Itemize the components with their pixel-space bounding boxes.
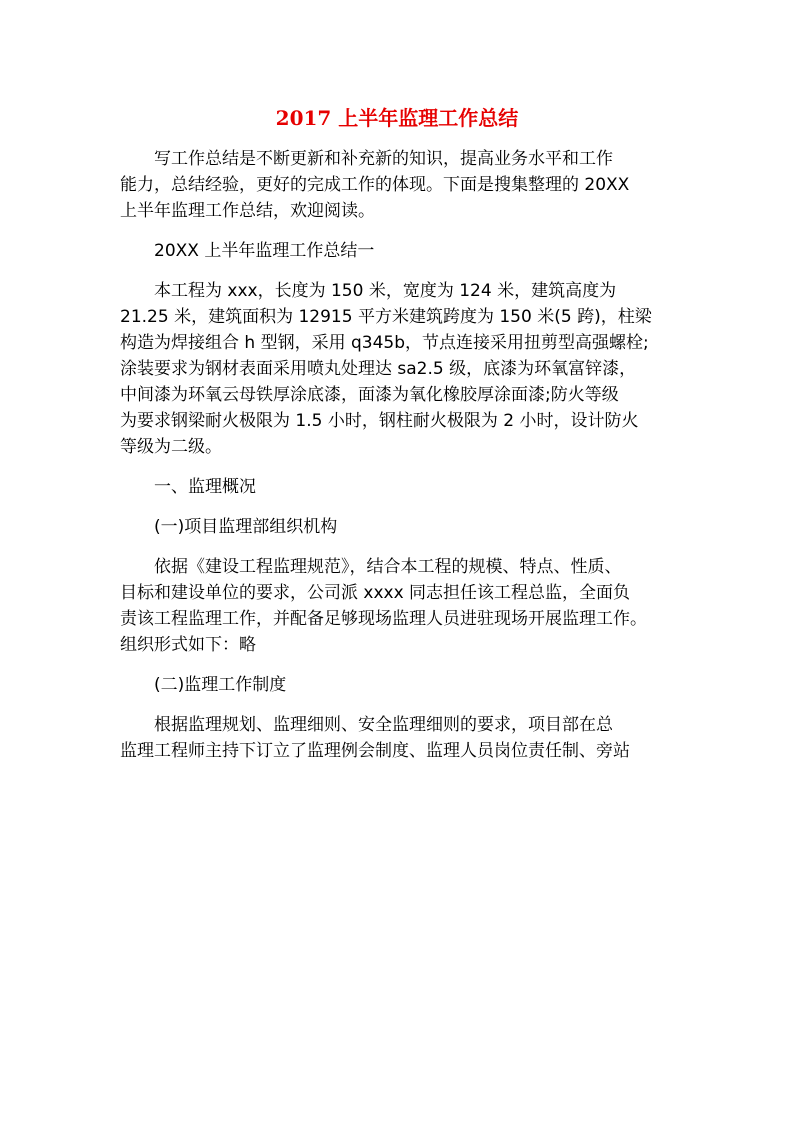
paragraph-work-system xyxy=(120,712,685,764)
section-heading-summary-one xyxy=(120,238,685,264)
text-line: 等级为二级。 xyxy=(120,437,222,457)
text-line: 20XX 上半年监理工作总结一 xyxy=(154,241,375,261)
document-body xyxy=(120,146,685,778)
text-line: 组织形式如下：略 xyxy=(120,635,256,655)
text-line: 目标和建设单位的要求，公司派 xxxx 同志担任该工程总监，全面负 xyxy=(120,583,631,603)
text-line: (二)监理工作制度 xyxy=(154,675,287,695)
document-title: 2017 上半年监理工作总结 xyxy=(275,106,519,130)
subsection-heading-work-system xyxy=(120,672,685,698)
text-line: 本工程为 xxx，长度为 150 米，宽度为 124 米，建筑高度为 xyxy=(154,281,617,301)
text-line: 依据《建设工程监理规范》，结合本工程的规模、特点、性质、 xyxy=(154,557,622,577)
paragraph-intro xyxy=(120,146,685,224)
text-line: 涂装要求为钢材表面采用喷丸处理达 sa2.5 级，底漆为环氧富锌漆， xyxy=(120,359,637,379)
text-line: 监理工程师主持下订立了监理例会制度、监理人员岗位责任制、旁站 xyxy=(120,741,630,761)
text-line: 能力，总结经验，更好的完成工作的体现。下面是搜集整理的 20XX xyxy=(120,175,630,195)
text-line: 为要求钢梁耐火极限为 1.5 小时，钢柱耐火极限为 2 小时，设计防火 xyxy=(120,411,639,431)
paragraph-organization xyxy=(120,554,685,658)
text-line: 21.25 米，建筑面积为 12915 平方米建筑跨度为 150 米(5 跨)，柱梁 xyxy=(120,307,652,327)
text-line: 根据监理规划、监理细则、安全监理细则的要求，项目部在总 xyxy=(154,715,613,735)
text-line: 一、监理概况 xyxy=(154,477,256,497)
text-line: 写工作总结是不断更新和补充新的知识，提高业务水平和工作 xyxy=(154,149,613,169)
text-line: (一)项目监理部组织机构 xyxy=(154,517,338,537)
text-line: 上半年监理工作总结，欢迎阅读。 xyxy=(120,201,375,221)
subsection-heading-organization xyxy=(120,514,685,540)
text-line: 构造为焊接组合 h 型钢，采用 q345b，节点连接采用扭剪型高强螺栓; xyxy=(120,333,649,353)
text-line: 中间漆为环氧云母铁厚涂底漆，面漆为氧化橡胶厚涂面漆;防火等级 xyxy=(120,385,619,405)
paragraph-project-description xyxy=(120,278,685,460)
text-line: 责该工程监理工作，并配备足够现场监理人员进驻现场开展监理工作。 xyxy=(120,609,647,629)
section-heading-overview xyxy=(120,474,685,500)
